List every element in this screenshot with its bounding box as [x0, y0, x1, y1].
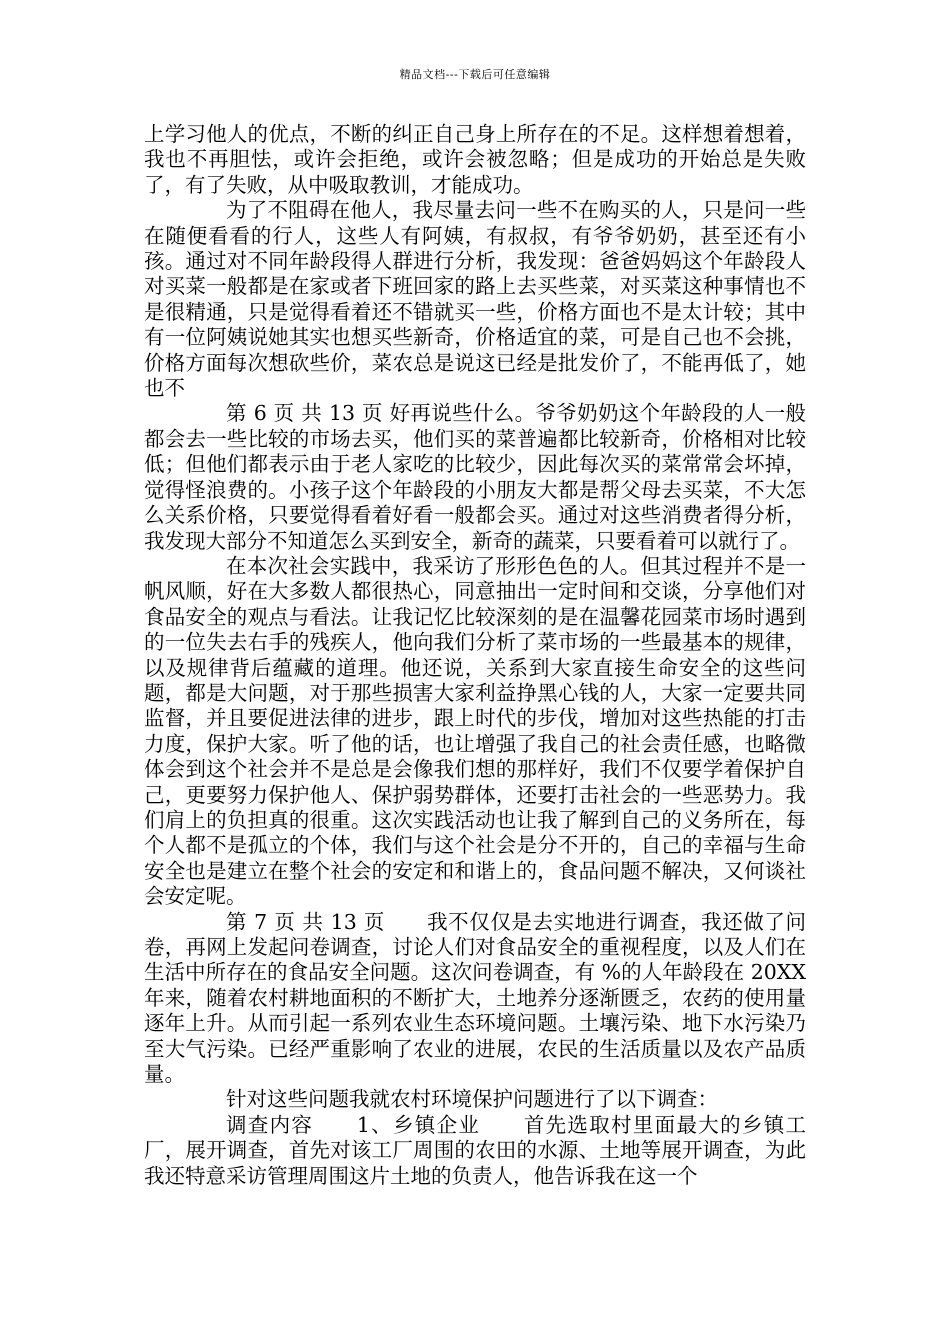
paragraph: 调查内容 1、乡镇企业 首先选取村里面最大的乡镇工厂，展开调查，首先对该工厂周围的农田的水源、土地等展开调查，为此我还特意采访管理周围这片土地的负责人，他告诉我在这一个	[144, 1112, 806, 1188]
paragraph: 第 7 页 共 13 页 我不仅仅是去实地进行调查，我还做了问卷，再网上发起问卷调查，讨论人们对食品安全的重视程度，以及人们在生活中所存在的食品安全问题。这次问卷调查，有 %的人年龄段在 20XX 年来，随着农村耕地面积的不断扩大，土地养分逐渐匮乏，农药的使用量逐年上升。从而引起一系列农业生态环境问题。土壤污染、地下水污染乃至大气污染。已经严重影响了农业的进展，农民的生活质量以及农产品质量。	[144, 909, 806, 1087]
document-body	[144, 122, 806, 1189]
page-header: 精品文档---下载后可任意编辑	[399, 68, 551, 81]
paragraph: 上学习他人的优点，不断的纠正自己身上所存在的不足。这样想着想着，我也不再胆怯，或许会拒绝，或许会被忽略；但是成功的开始总是失败了，有了失败，从中吸取教训，才能成功。	[144, 122, 806, 197]
paragraph: 在本次社会实践中，我采访了形形色色的人。但其过程并不是一帆风顺，好在大多数人都很热心，同意抽出一定时间和交谈，分享他们对食品安全的观点与看法。让我记忆比较深刻的是在温馨花园菜市场时遇到的一位失去右手的残疾人，他向我们分析了菜市场的一些最基本的规律，以及规律背后蕴藏的道理。他还说，关系到大家直接生命安全的这些问题，都是大问题，对于那些损害大家利益挣黑心钱的人，大家一定要共同监督，并且要促进法律的进步，跟上时代的步伐，增加对这些热能的打击力度，保护大家。听了他的话，也让增强了我自己的社会责任感，也略微体会到这个社会并不是总是会像我们想的那样好，我们不仅要学着保护自己，更要努力保护他人、保护弱势群体，还要打击社会的一些恶势力。我们肩上的负担真的很重。这次实践活动也让我了解到自己的义务所在，每个人都不是孤立的个体，我们与这个社会是分不开的，自己的幸福与生命安全也是建立在整个社会的安定和和谐上的，食品问题不解决，又何谈社会安定呢。	[144, 553, 806, 909]
paragraph: 第 6 页 共 13 页 好再说些什么。爷爷奶奶这个年龄段的人一般都会去一些比较的市场去买，他们买的菜普遍都比较新奇，价格相对比较低；但他们都表示由于老人家吃的比较少，因此每次买的菜常常会坏掉，觉得怪浪费的。小孩子这个年龄段的小朋友大都是帮父母去买菜，不大怎么关系价格，只要觉得看着好看一般都会买。通过对这些消费者得分析，我发现大部分不知道怎么买到安全，新奇的蔬菜，只要看着可以就行了。	[144, 401, 806, 553]
paragraph: 针对这些问题我就农村环境保护问题进行了以下调查：	[226, 1087, 718, 1112]
paragraph: 为了不阻碍在他人，我尽量去问一些不在购买的人，只是问一些在随便看看的行人，这些人有阿姨，有叔叔，有爷爷奶奶，甚至还有小孩。通过对不同年龄段得人群进行分析，我发现：爸爸妈妈这个年龄段人对买菜一般都是在家或者下班回家的路上去买些菜，对买菜这种事情也不是很精通，只是觉得看着还不错就买一些，价格方面也不是太计较；其中有一位阿姨说她其实也想买些新奇，价格适宜的菜，可是自己也不会挑，价格方面每次想砍些价，菜农总是说这已经是批发价了，不能再低了，她也不	[144, 198, 806, 401]
